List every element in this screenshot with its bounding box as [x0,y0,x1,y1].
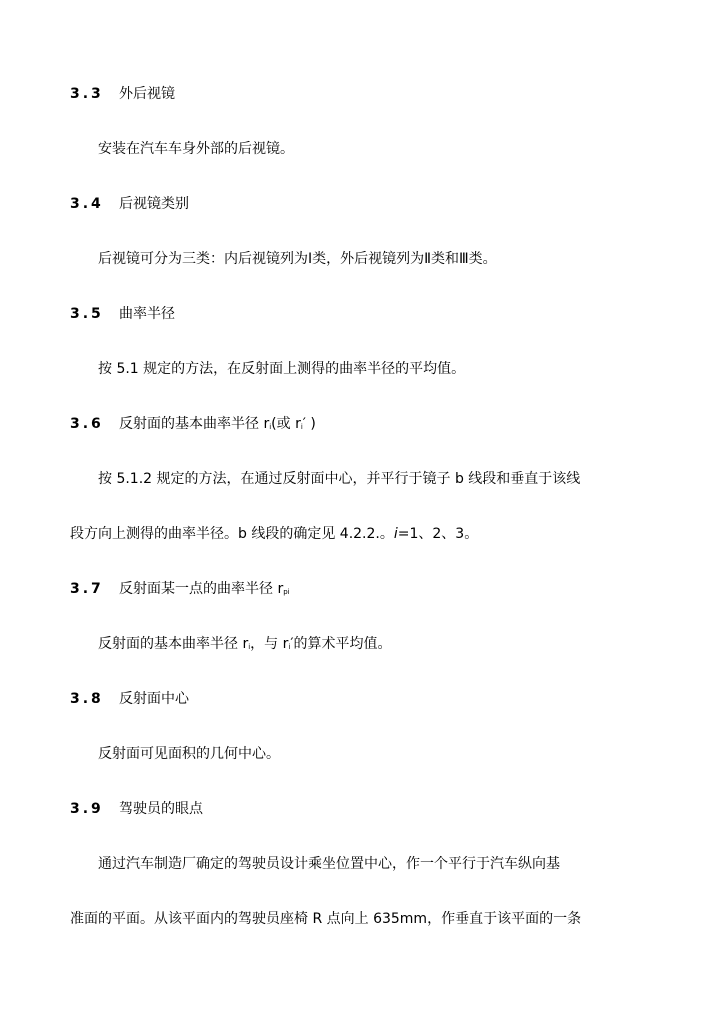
section-number: 3.7 [70,581,104,597]
section-3-6-body-line-2 [70,524,724,544]
section-3-6-body-line-1: 按 5.1.2 规定的方法，在通过反射面中心，并平行于镜子 b 线段和垂直于该线 [98,471,581,487]
body-text-mid: ，与 r [250,636,289,652]
section-3-8-heading [70,689,724,709]
section-title-mid: (或 r [271,416,301,432]
body-text-tail: =1、2、3。 [397,526,479,542]
section-title: 反射面中心 [119,691,189,707]
section-title: 反射面的基本曲率半径 r [119,416,270,432]
section-3-7-body [98,634,724,657]
index-variable: i [393,526,398,542]
section-3-3-body: 安装在汽车车身外部的后视镜。 [98,141,294,157]
section-number: 3.8 [70,691,104,707]
section-number: 3.3 [70,86,104,102]
body-text-suffix: ′的算术平均值。 [290,636,392,652]
section-3-6-heading [70,414,724,437]
section-title: 后视镜类别 [119,196,189,212]
section-3-5-body: 按 5.1 规定的方法，在反射面上测得的曲率半径的平均值。 [98,361,466,377]
section-title: 曲率半径 [119,306,175,322]
section-number: 3.6 [70,416,104,432]
section-number: 3.9 [70,801,104,817]
section-3-9-body-line-1: 通过汽车制造厂确定的驾驶员设计乘坐位置中心，作一个平行于汽车纵向基 [98,856,560,872]
section-3-9-body-line-2: 准面的平面。从该平面内的驾驶员座椅 R 点向上 635mm，作垂直于该平面的一条 [70,911,582,927]
subscript: i [269,423,272,431]
subscript: pi [283,588,290,596]
section-3-9-heading [70,799,724,819]
body-text: 段方向上测得的曲率半径。b 线段的确定见 4.2.2.。 [70,526,394,542]
section-3-4-body: 后视镜可分为三类：内后视镜列为Ⅰ类，外后视镜列为Ⅱ类和Ⅲ类。 [98,251,497,267]
section-number: 3.5 [70,306,104,322]
section-3-4-heading [70,194,724,214]
section-3-3-heading [70,84,724,104]
section-title: 驾驶员的眼点 [119,801,203,817]
section-title: 外后视镜 [119,86,175,102]
subscript: i [288,643,291,651]
section-3-5-heading [70,304,724,324]
section-title: 反射面某一点的曲率半径 r [119,581,284,597]
section-title-suffix: ′ ) [302,416,316,432]
section-3-7-heading [70,579,724,602]
body-text: 反射面的基本曲率半径 r [98,636,249,652]
subscript: i [300,423,303,431]
subscript: i [248,643,251,651]
section-number: 3.4 [70,196,104,212]
section-3-8-body: 反射面可见面积的几何中心。 [98,746,280,762]
